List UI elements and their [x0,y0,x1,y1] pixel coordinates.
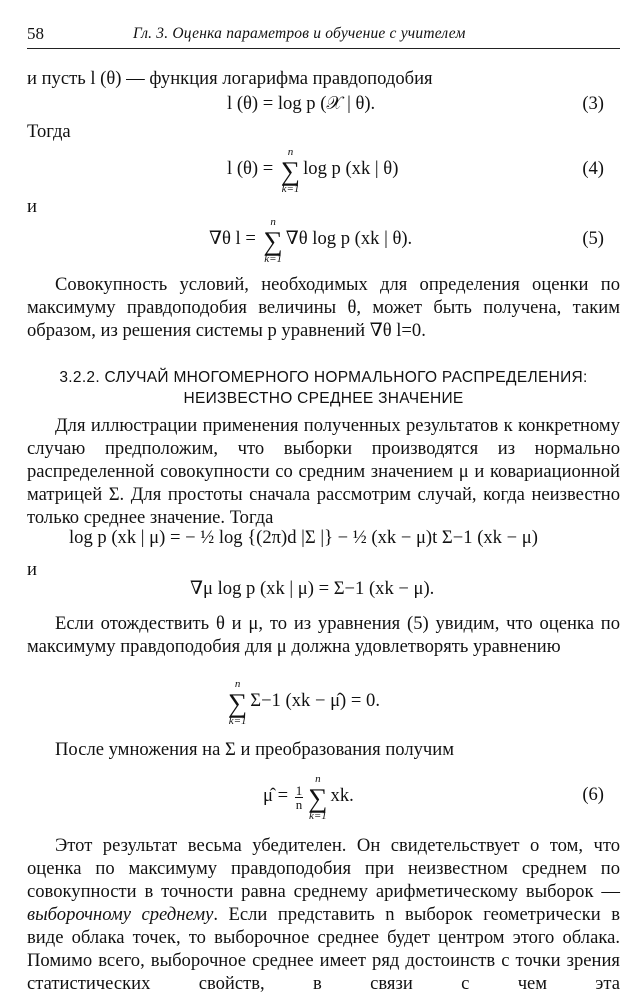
sum-symbol: ∑ n k=1 [228,678,248,727]
paragraph-result [27,834,620,995]
sum-lower-limit: k=1 [264,253,283,265]
and-word-1: и [27,196,37,217]
togda-word: Тогда [27,121,71,142]
equation-4-number: (4) [582,158,604,179]
sum-lower-limit: k=1 [281,183,300,195]
equation-5-number: (5) [582,228,604,249]
paragraph-identify: Если отождествить θ и μ, то из уравнения (5) увидим, что оценка по максимуму правдоподобия для μ должна удовлетворять уравнению [27,613,620,657]
section-heading-line-1: 3.2.2. СЛУЧАЙ МНОГОМЕРНОГО НОРМАЛЬНОГО РАСПРЕДЕЛЕНИЯ: [59,369,588,386]
sum-upper-limit: n [234,678,241,690]
paragraph-conditions: Совокупность условий, необходимых для определения оценки по максимуму правдоподобия величины θ, может быть получена, таким образом, из решения системы p уравнений ∇θ l=0. [27,274,620,341]
sum-upper-limit: n [287,146,294,158]
paragraph-result-start: Этот результат весьма убедителен. Он свидетельствует о том, что оценка по максимуму правдоподобия при неизвестном среднем по совокупности в точности равна среднему арифметическому выборок — [27,835,620,902]
equation-5-rhs: ∇θ log p (xk | θ). [285,228,413,249]
page-number: 58 [27,24,44,43]
emphasis-sample-mean: выборочному среднему [27,904,214,925]
page-header [27,22,620,49]
fraction [295,784,304,811]
sum-upper-limit: n [270,216,276,228]
intro-line: и пусть l (θ) — функция логарифма правдоподобия [27,68,433,89]
equation-6-number: (6) [582,784,604,805]
equation-4 [27,146,620,196]
sum-symbol: ∑ n k=1 [280,146,301,195]
equation-5-lhs: ∇θ l = [209,228,261,249]
equation-3-number: (3) [582,93,604,114]
sum-symbol: ∑ n k=1 [263,216,283,265]
sum-lower-limit: k=1 [308,810,327,822]
equation-sum-zero [27,680,620,726]
equation-4-rhs: log p (xk | θ) [303,158,399,179]
equation-gradient-formula: ∇μ log p (xk | μ) = Σ−1 (xk − μ). [190,578,435,599]
running-title: Гл. 3. Оценка параметров и обучение с учителем [133,25,466,42]
equation-log-formula: log p (xk | μ) = − ½ log {(2π)d |Σ |} − ½ (xk − μ)t Σ−1 (xk − μ) [69,527,538,548]
equation-6 [27,772,620,822]
equation-6-rhs: xk. [330,785,354,806]
equation-5 [27,216,620,266]
equation-3-formula: l (θ) = log p (𝒳 | θ). [227,93,376,114]
equation-6-lhs: μ̂ = [263,785,293,806]
and-word-2: и [27,559,37,580]
equation-sum-rhs: Σ−1 (xk − μ̂) = 0. [250,690,380,711]
equation-4-lhs: l (θ) = [227,158,278,179]
paragraph-illustration: Для иллюстрации применения полученных результатов к конкретному случаю предположим, что выборки производятся из нормально распределенной совокупности со средним значением μ и ковариационной матрицей Σ. Для простоты сначала рассмотрим случай, когда неизвестно только среднее значение. Тогда [27,415,620,528]
paragraph-result-end: . Если представить n выборок геометрически в виде облака точек, то выборочное среднее будет центром этого облака. Помимо всего, выборочное среднее имеет ряд достоинств с точки зрения статистических свойств, в связи с чем эта [27,904,620,994]
sum-lower-limit: k=1 [228,715,247,727]
sum-symbol: ∑ n k=1 [308,773,328,822]
paragraph-after-multiplication: После умножения на Σ и преобразования получим [55,739,454,760]
fraction-denominator: n [295,797,303,812]
fraction-numerator: 1 [295,783,303,798]
section-heading-line-2: НЕИЗВЕСТНО СРЕДНЕЕ ЗНАЧЕНИЕ [183,390,464,407]
sum-upper-limit: n [315,773,321,785]
